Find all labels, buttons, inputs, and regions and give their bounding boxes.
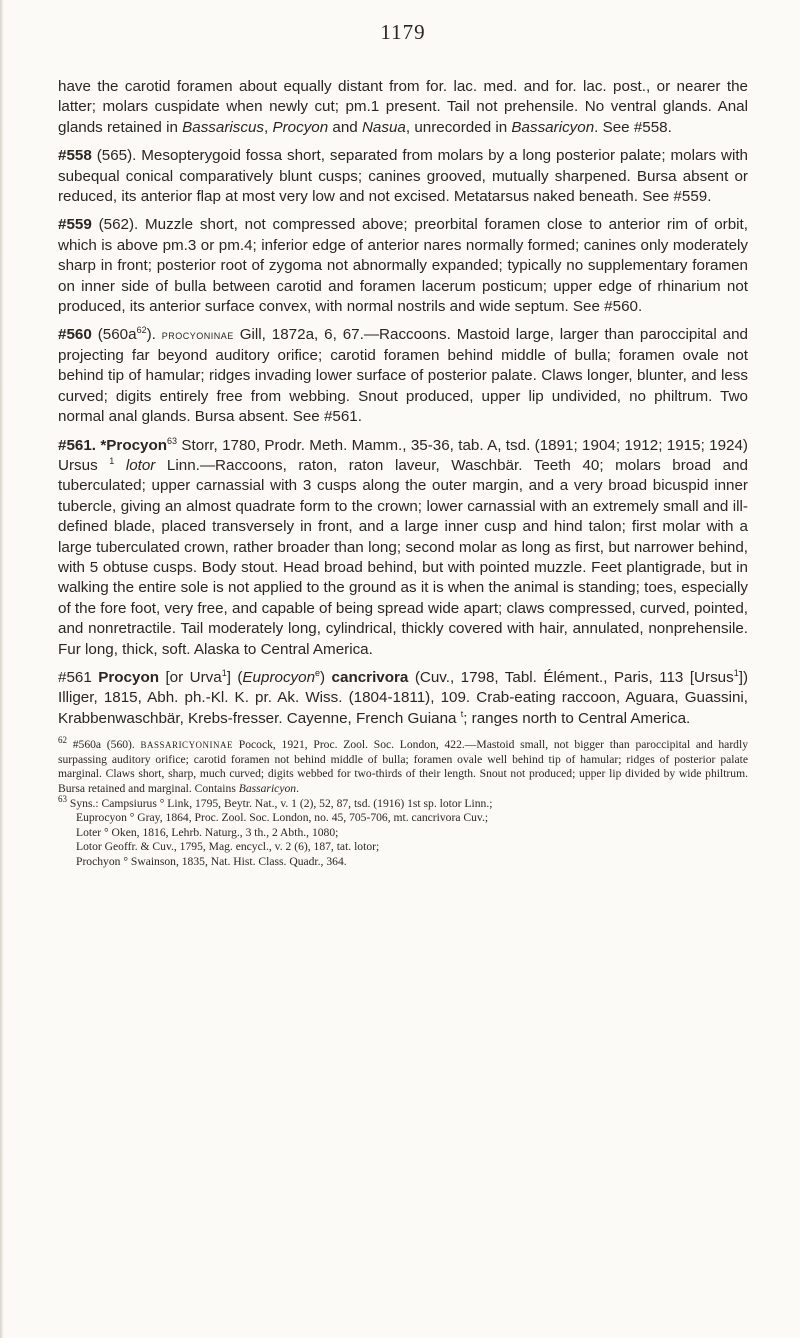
entry-ref: #559 — [58, 216, 92, 234]
footnote-62: $^{62}$ #560a (560). bassaricyoninae Pocock, 1921, Proc. Zool. Soc. London, 422.—Mastoid small, not bigger than paroccipital and hardly surpassing auditory orifice; carotid foramen not behind middle of bulla; foramen ovale well behind tip of hamular; ridges of posterior palate marginal. Claws short, sharp, much curved; digits webbed for two-thirds of their length. Snout not produced; upper lip divided by wide philtrum. Bursa retained and marginal. Contains Bassaricyon. — [58, 735, 748, 795]
genus-name: Procyon — [91, 668, 160, 686]
entry-ref: #558 — [58, 147, 92, 165]
entry-558: #558 (565). Mesopterygoid fossa short, separated from molars by a long posterior palate; molars with subequal conical comparatively blunt cusps; canines grooved, mutually sharpened. Bursa absent or reduced, its anterior flap at most very low and not excised. Metatarsus naked beneath. See #559. — [58, 147, 748, 206]
footnote-63-line: Loter ° Oken, 1816, Lehrb. Naturg., 3 th., 2 Abth., 1080; — [76, 825, 339, 839]
footnote-63-line: Prochyon ° Swainson, 1835, Nat. Hist. Class. Quadr., 364. — [76, 854, 347, 868]
document-page — [58, 20, 748, 870]
footnote-marker: 62 — [136, 325, 147, 336]
species-name: cancrivora — [331, 668, 409, 686]
entry-ref: #561. — [58, 436, 97, 454]
entry-561-genus: #561. *Procyon$^{63}$ Storr, 1780, Prodr. Meth. Mamm., 35-36, tab. A, tsd. (1891; 1904; 1912; 1915; 1924) Ursus $^1$ lotor Linn.—Raccoons, raton, raton laveur, Waschbär. Teeth 40; molars broad and tuberculated; upper carnassial with 3 cusps along the outer margin, and a very broad bicuspid inner tubercle, giving an almost quadrate form to the crown; lower carnassial with an extremely small and ill-defined blade, placed transversely in front, and a large inner cusp and hind talon; first molar with a large tuberculated crown, rather broader than long; second molar as long as first, but narrower behind, with 5 obtuse cusps. Body stout. Head broad behind, but with pointed muzzle. Feet plantigrade, but in walking the entire sole is not applied to the ground as it is when the animal is standing; toes, especially of the fore foot, very free, and capable of being spread wide apart; claws compressed, curved, pointed, and nonretractile. Tail moderately long, cylindrical, thickly covered with hair, annulated, nonprehensile. Fur long, thick, soft. Alaska to Central America. — [58, 435, 748, 658]
subfamily-name: procyoninae — [161, 327, 234, 343]
footnotes — [58, 737, 748, 869]
continued-paragraph: have the carotid foramen about equally distant from for. lac. med. and for. lac. post., or nearer the latter; molars cuspidate when newly cut; pm.1 present. Tail not prehensile. No ventral glands. Anal glands retained in Bassariscus, Procyon and Nasua, unrecorded in Bassaricyon. See #558. — [58, 78, 748, 136]
footnote-63-line: Euprocyon ° Gray, 1864, Proc. Zool. Soc. London, no. 45, 705-706, mt. cancrivora Cuv.; — [76, 811, 489, 825]
entry-ref: #560 — [58, 326, 92, 344]
entry-559: #559 (562). Muzzle short, not compressed above; preorbital foramen close to anterior rim of orbit, which is above pm.3 or pm.4; inferior edge of anterior nares normally formed; canines only moderately sharp in front; posterior root of zygoma not abnormally expanded; typically no supplementary foramen on inner side of bulla between carotid and foramen lacerum posticum; upper edge of rhinarium not produced, its anterior surface convex, with normal nostrils and wide septum. See #560. — [58, 216, 748, 316]
entry-560: #560 (560a$^{62}$). procyoninae Gill, 1872a, 6, 67.—Raccoons. Mastoid large, larger than paroccipital and projecting far beyond auditory orifice; carotid foramen behind middle of bulla; foramen ovale not behind tip of hamular; ridges invading lower surface of posterior palate. Claws longer, blunter, and less curved; digits entirely free from webbing. Snout produced, upper lip undivided, no philtrum. Two normal anal glands. Bursa absent. See #561. — [58, 325, 748, 426]
entry-ref: #561 — [58, 668, 92, 686]
footnote-63: $^{63}$ Syns.: Campsiurus ° Link, 1795, Beytr. Nat., v. 1 (2), 52, 87, tsd. (1916) 1st sp. lotor Linn.; — [58, 793, 493, 810]
footnote-marker: 62 — [58, 735, 67, 746]
footnote-marker: 63 — [167, 435, 178, 446]
entry-561-species: #561 Procyon [or Urva$^1$] (Euprocyon$^e$) cancrivora (Cuv., 1798, Tabl. Élément., Paris, 113 [Ursus$^1$]) Illiger, 1815, Abh. ph.-Kl. K. pr. Ak. Wiss. (1804-1811), 109. Crab-eating raccoon, Aguara, Guassini, Krabbenwaschbär, Krebs-fresser. Cayenne, French Guiana $^t$; ranges north to Central America. — [58, 667, 748, 727]
genus-name: *Procyon — [96, 436, 168, 454]
page-edge — [0, 0, 4, 1338]
page-number: 1179 — [380, 20, 426, 44]
footnote-63-line: Lotor Geoffr. & Cuv., 1795, Mag. encycl., v. 2 (6), 187, tat. lotor; — [76, 840, 380, 854]
footnote-marker: 63 — [58, 793, 67, 804]
